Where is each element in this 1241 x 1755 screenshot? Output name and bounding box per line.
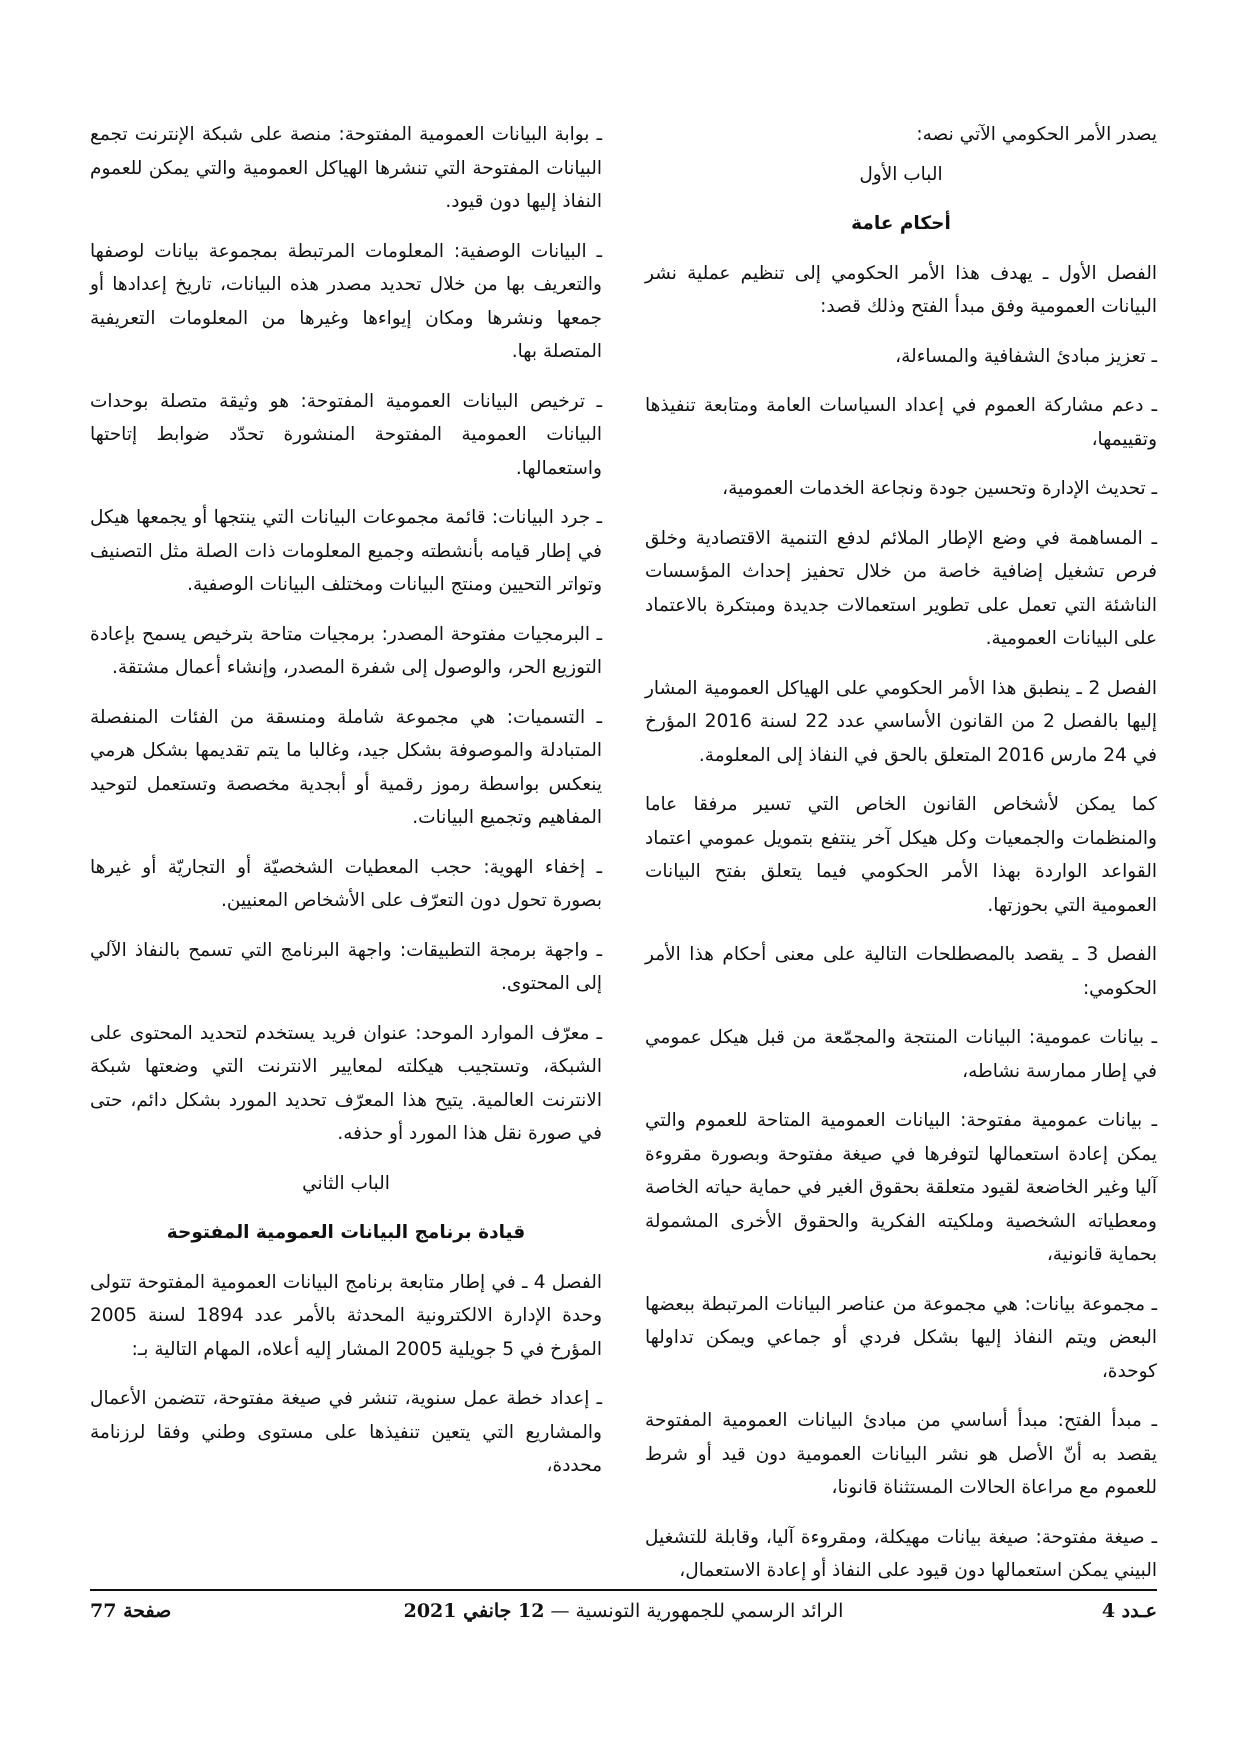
paragraph: ـ إخفاء الهوية: حجب المعطيات الشخصيّة أو التجاريّة أو غيرها بصورة تحول دون التعرّف على الأشخاص المعنيين.: [90, 856, 602, 911]
chapter-1-title: أحكام عامة: [851, 213, 951, 234]
paragraph: الفصل الأول ـ يهدف هذا الأمر الحكومي إلى تنظيم عملية نشر البيانات العمومية وفق مبدأ الفتح وذلك قصد:: [645, 262, 1157, 317]
paragraph: ـ البيانات الوصفية: المعلومات المرتبطة بمجموعة بيانات لوصفها والتعريف بها من خلال تحديد مصدر هذه البيانات، تاريخ إعدادها أو جمعها ونشرها ومكان إيواءها وغيرها من المعلومات التعريفية المتصلة بها.: [90, 240, 602, 362]
paragraph: ـ إعداد خطة عمل سنوية، تنشر في صيغة مفتوحة، تتضمن الأعمال والمشاريع التي يتعين تنفيذها على مستوى وطني وفقا لرزنامة محددة،: [90, 1388, 602, 1476]
page-footer: [90, 1600, 1157, 1640]
paragraph: ـ صيغة مفتوحة: صيغة بيانات مهيكلة، ومقروءة آليا، وقابلة للتشغيل البيني يمكن استعمالها دون قيود على النفاذ أو إعادة الاستعمال،: [645, 1526, 1157, 1581]
paragraph: ـ البرمجيات مفتوحة المصدر: برمجيات متاحة بترخيص يسمح بإعادة التوزيع الحر، والوصول إلى شفرة المصدر، وإنشاء أعمال مشتقة.: [90, 623, 602, 678]
paragraph: ـ التسميات: هي مجموعة شاملة ومنسقة من الفئات المنفصلة المتبادلة والموصوفة بشكل جيد، وغالبا ما يتم تقديمها بشكل هرمي ينعكس بواسطة رموز رقمية أو أبجدية مخصصة وتستعمل لتوحيد المفاهيم وتجميع البيانات.: [90, 706, 602, 828]
chapter-1-label: الباب الأول: [859, 163, 943, 185]
paragraph: ـ بيانات عمومية: البيانات المنتجة والمجمّعة من قبل هيكل عمومي في إطار ممارسة نشاطه،: [645, 1027, 1157, 1082]
footer-divider: [90, 1589, 1157, 1591]
decree-intro: يصدر الأمر الحكومي الآتي نصه:: [916, 124, 1157, 145]
journal-name: الرائد الرسمي للجمهورية التونسية —: [550, 1600, 844, 1622]
paragraph: ـ دعم مشاركة العموم في إعداد السياسات العامة ومتابعة تنفيذها وتقييمها،: [645, 395, 1157, 450]
paragraph: الفصل 3 ـ يقصد بالمصطلحات التالية على معنى أحكام هذا الأمر الحكومي:: [645, 944, 1157, 999]
right-column: [645, 118, 1157, 1604]
paragraph: ـ المساهمة في وضع الإطار الملائم لدفع التنمية الاقتصادية وخلق فرص تشغيل إضافية خاصة من خلال تحفيز إحداث المؤسسات الناشئة التي تعمل على تطوير استعمالات جديدة ومبتكرة بالاعتماد على البيانات العمومية.: [645, 527, 1157, 649]
paragraph: ـ واجهة برمجة التطبيقات: واجهة البرنامج التي تسمح بالنفاذ الآلي إلى المحتوى.: [90, 939, 602, 994]
paragraph: الفصل 2 ـ ينطبق هذا الأمر الحكومي على الهياكل العمومية المشار إليها بالفصل 2 من القانون الأساسي عدد 22 لسنة 2016 المؤرخ في 24 مارس 2016 المتعلق بالحق في النفاذ إلى المعلومة.: [645, 677, 1158, 766]
paragraph: ـ ترخيص البيانات العمومية المفتوحة: هو وثيقة متصلة بوحدات البيانات العمومية المفتوحة المنشورة تحدّد ضوابط إتاحتها واستعمالها.: [90, 390, 602, 479]
journal-date: 12 جانفي 2021: [403, 1600, 545, 1622]
paragraph: ـ مبدأ الفتح: مبدأ أساسي من مبادئ البيانات العمومية المفتوحة يقصد به أنّ الأصل هو نشر البيانات العمومية دون قيد أو شرط للعموم مع مراعاة الحالات المستثناة قانونا،: [645, 1410, 1157, 1498]
paragraph: كما يمكن لأشخاص القانون الخاص التي تسير مرفقا عاما والمنظمات والجمعيات وكل هيكل آخر ينتفع بتمويل عمومي اعتماد القواعد الواردة بهذا الأمر الحكومي فيما يتعلق بفتح البيانات العمومية التي بحوزتها.: [645, 794, 1157, 916]
page-number: صفحة 77: [90, 1600, 172, 1622]
chapter-2-title: قيادة برنامج البيانات العمومية المفتوحة: [166, 1222, 526, 1243]
issue-number: عـدد 4: [1101, 1600, 1157, 1622]
chapter-2-label: الباب الثاني: [302, 1172, 390, 1194]
journal-title: [90, 1600, 1157, 1622]
paragraph: ـ تعزيز مبادئ الشفافية والمساءلة،: [895, 345, 1157, 367]
paragraph: ـ تحديث الإدارة وتحسين جودة ونجاعة الخدمات العمومية،: [722, 478, 1157, 499]
paragraph: ـ معرّف الموارد الموحد: عنوان فريد يستخدم لتحديد المحتوى على الشبكة، وتستجيب هيكلته لمعايير الانترنت التي وضعتها شبكة الانترنت العالمية. يتيح هذا المعرّف تحديد المورد بشكل دائم، حتى في صورة نقل هذا المورد أو حذفه.: [90, 1022, 602, 1144]
paragraph: ـ بوابة البيانات العمومية المفتوحة: منصة على شبكة الإنترنت تجمع البيانات المفتوحة التي تنشرها الهياكل العمومية والتي يمكن للعموم النفاذ إليها دون قيود.: [90, 124, 602, 212]
left-column: [90, 118, 602, 1499]
paragraph: ـ جرد البيانات: قائمة مجموعات البيانات التي ينتجها أو يجمعها هيكل في إطار قيامه بأنشطته وجميع المعلومات ذات الصلة مثل التصنيف وتواتر التحيين ومنتج البيانات ومختلف البيانات الوصفية.: [90, 507, 602, 595]
paragraph: ـ بيانات عمومية مفتوحة: البيانات العمومية المتاحة للعموم والتي يمكن إعادة استعمالها لتوفرها في صيغة مفتوحة وبصورة مقروءة آليا وغير الخاضعة لقيود متعلقة بحقوق الغير في حماية حياته الخاصة ومعطياته الشخصية وملكيته الفكرية والحقوق الأخرى المشمولة بحماية قانونية،: [645, 1110, 1157, 1265]
paragraph: الفصل 4 ـ في إطار متابعة برنامج البيانات العمومية المفتوحة تتولى وحدة الإدارة الالكترونية المحدثة بالأمر عدد 1894 لسنة 2005 المؤرخ في 5 جويلية 2005 المشار إليه أعلاه، المهام التالية بـ:: [90, 1271, 602, 1360]
paragraph: ـ مجموعة بيانات: هي مجموعة من عناصر البيانات المرتبطة ببعضها البعض ويتم النفاذ إليها بشكل فردي أو جماعي ويمكن تداولها كوحدة،: [645, 1293, 1157, 1382]
